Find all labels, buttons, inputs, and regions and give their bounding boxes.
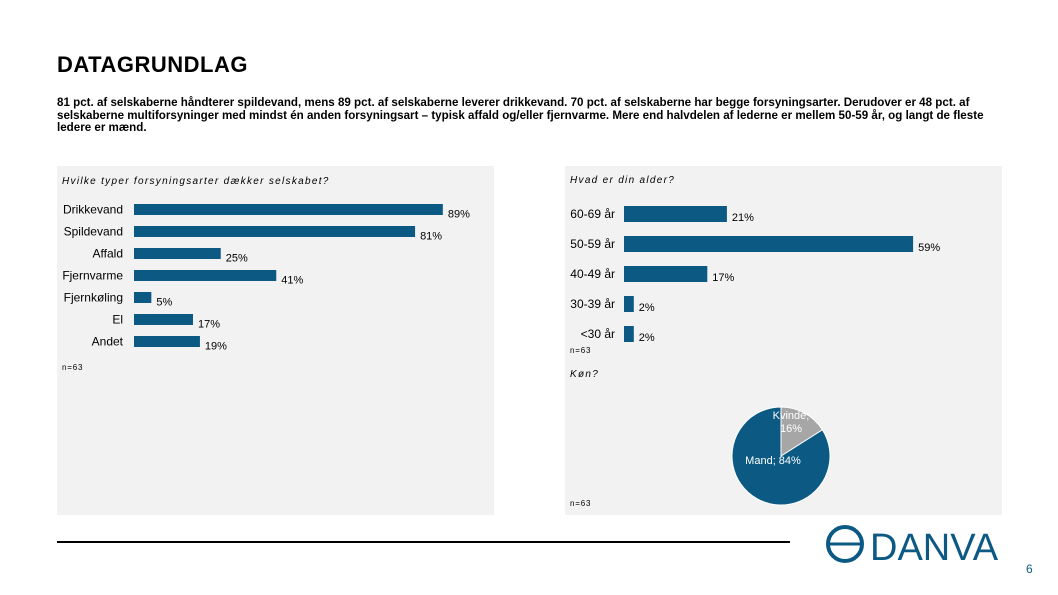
supply-value-label: 19% (204, 340, 227, 353)
age-bar (624, 296, 634, 312)
footer-rule (57, 541, 790, 543)
page-number: 6 (1026, 562, 1033, 576)
age-category-label: 40-49 år (570, 267, 615, 281)
age-bar (624, 266, 707, 282)
supply-value-label: 17% (197, 318, 221, 331)
supply-category-label: Spildevand (63, 224, 123, 239)
supply-bar (134, 226, 415, 237)
supply-bar (134, 270, 276, 281)
age-category-label: 50-59 år (570, 237, 615, 251)
age-bar (624, 236, 913, 252)
supply-value-label: 25% (225, 252, 248, 265)
supply-value-label: 41% (281, 274, 304, 287)
age-category-label: 30-39 år (570, 297, 615, 311)
supply-category-label: Fjernkøling (63, 290, 123, 305)
age-category-label: <30 år (580, 327, 615, 341)
supply-category-label: Affald (92, 246, 123, 261)
gender-sample-note: n=63 (570, 499, 592, 508)
supply-types-panel (57, 166, 494, 515)
age-value-label: 17% (712, 272, 735, 284)
supply-category-label: El (112, 312, 123, 327)
age-category-label: 60-69 år (570, 207, 615, 221)
supply-category-label: Fjernvarme (62, 268, 123, 283)
gender-pie-chart (565, 366, 1002, 515)
intro-text: 81 pct. af selskaberne håndterer spildevand, mens 89 pct. af selskaberne leverer drikkevand. 70 pct. af selskaberne har begge forsyningsarter. Derudover er 48 pct. af selskaberne multiforsyninger med mindst én anden forsyningsart – typisk affald og/eller fjernvarme. Mere end halvdelen af lederne er mellem 50-59 år, og langt de fleste ledere er mænd. (57, 96, 984, 134)
age-gender-panel (565, 166, 1002, 515)
age-value-label: 59% (918, 242, 941, 254)
page-title: DATAGRUNDLAG (57, 52, 248, 77)
age-value-label: 21% (731, 212, 754, 224)
age-bar (624, 326, 634, 342)
age-bar (624, 206, 727, 222)
supply-bar (134, 292, 151, 303)
supply-bar (134, 314, 193, 325)
danva-logo-icon (828, 527, 862, 561)
supply-bar (134, 204, 443, 215)
supply-types-chart (57, 166, 494, 515)
age-value-label: 2% (638, 332, 655, 344)
supply-category-label: Drikkevand (62, 202, 123, 217)
age-value-label: 2% (638, 302, 655, 314)
supply-bar (134, 336, 200, 347)
supply-value-label: 81% (420, 230, 443, 243)
supply-bar (134, 248, 221, 259)
danva-logo (824, 522, 1004, 566)
age-chart (565, 166, 1002, 366)
pie-label-kvinde: Kvinde; 16% (772, 410, 810, 435)
age-chart-title: Hvad er din alder? (570, 175, 676, 186)
danva-logo-text: DANVA (870, 527, 999, 566)
supply-chart-title: Hvilke typer forsyningsarter dækker selskabet? (62, 176, 330, 187)
gender-chart-title: Køn? (570, 369, 600, 380)
supply-value-label: 89% (447, 208, 470, 221)
age-sample-note: n=63 (570, 346, 592, 355)
pie-label-mand: Mand; 84% (745, 455, 801, 467)
supply-value-label: 5% (156, 296, 173, 309)
supply-category-label: Andet (91, 334, 123, 349)
supply-sample-note: n=63 (62, 363, 84, 372)
